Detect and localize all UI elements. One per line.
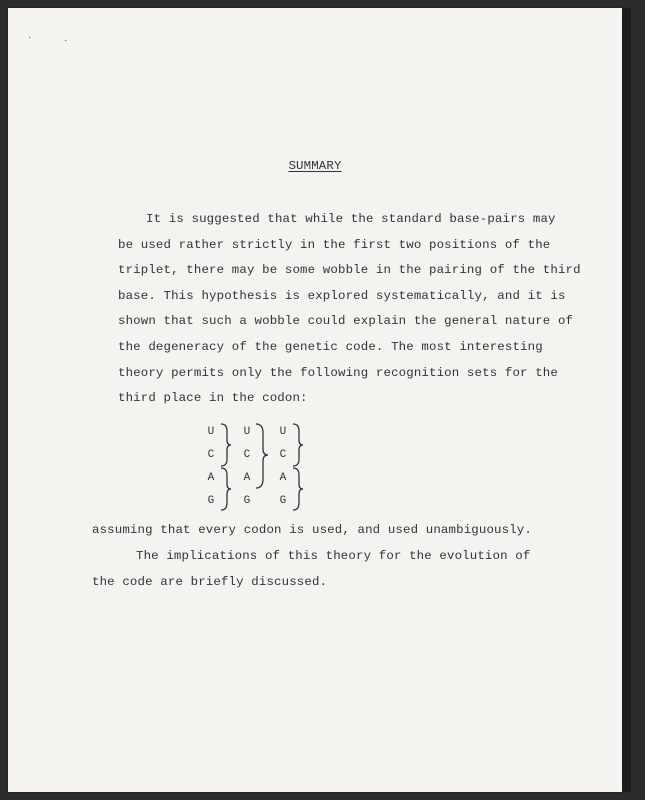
summary-paragraph bbox=[118, 207, 588, 412]
recognition-sets bbox=[203, 421, 343, 521]
base-letter: C bbox=[243, 449, 251, 461]
speck-mark: · bbox=[28, 33, 32, 44]
base-letter: C bbox=[207, 449, 215, 461]
base-letter: U bbox=[243, 426, 251, 438]
recognition-set-column-3 bbox=[275, 421, 291, 513]
pairing-brace bbox=[290, 421, 306, 513]
base-letter: A bbox=[279, 472, 287, 484]
paragraph-line: The implications of this theory for the evolution of bbox=[136, 549, 531, 563]
pairing-brace bbox=[218, 421, 234, 513]
base-letter: U bbox=[279, 426, 287, 438]
paragraph-line: assuming that every codon is used, and used unambiguously. bbox=[92, 523, 532, 537]
pairing-brace bbox=[254, 421, 270, 513]
base-letter: A bbox=[243, 472, 251, 484]
conclusion-line bbox=[92, 518, 562, 544]
recognition-set-column-2 bbox=[239, 421, 255, 513]
paragraph-line: base. This hypothesis is explored systematically, and it is bbox=[118, 288, 566, 303]
base-letter: G bbox=[243, 495, 251, 507]
base-letter: C bbox=[279, 449, 287, 461]
paragraph-line: triplet, there may be some wobble in the pairing of the third bbox=[118, 263, 581, 278]
page-title: SUMMARY bbox=[288, 159, 342, 173]
base-letter: G bbox=[279, 495, 287, 507]
paragraph-line: be used rather strictly in the first two positions of the bbox=[118, 237, 551, 252]
paragraph-line: the code are briefly discussed. bbox=[92, 574, 328, 589]
paragraph-line: third place in the codon: bbox=[118, 391, 308, 406]
recognition-set-column-1 bbox=[203, 421, 219, 513]
paragraph-line: shown that such a wobble could explain the general nature of bbox=[118, 314, 574, 329]
paragraph-line: the degeneracy of the genetic code. The most interesting bbox=[118, 339, 543, 354]
base-letter: G bbox=[207, 495, 215, 507]
base-letter: A bbox=[207, 472, 215, 484]
document-page bbox=[8, 8, 622, 792]
implications-paragraph bbox=[92, 544, 562, 595]
speck-mark: · bbox=[64, 36, 68, 47]
base-letter: U bbox=[207, 426, 215, 438]
paragraph-line: theory permits only the following recognition sets for the bbox=[118, 365, 558, 380]
page-edge bbox=[622, 8, 631, 792]
paragraph-line: It is suggested that while the standard base-pairs may bbox=[146, 212, 556, 226]
